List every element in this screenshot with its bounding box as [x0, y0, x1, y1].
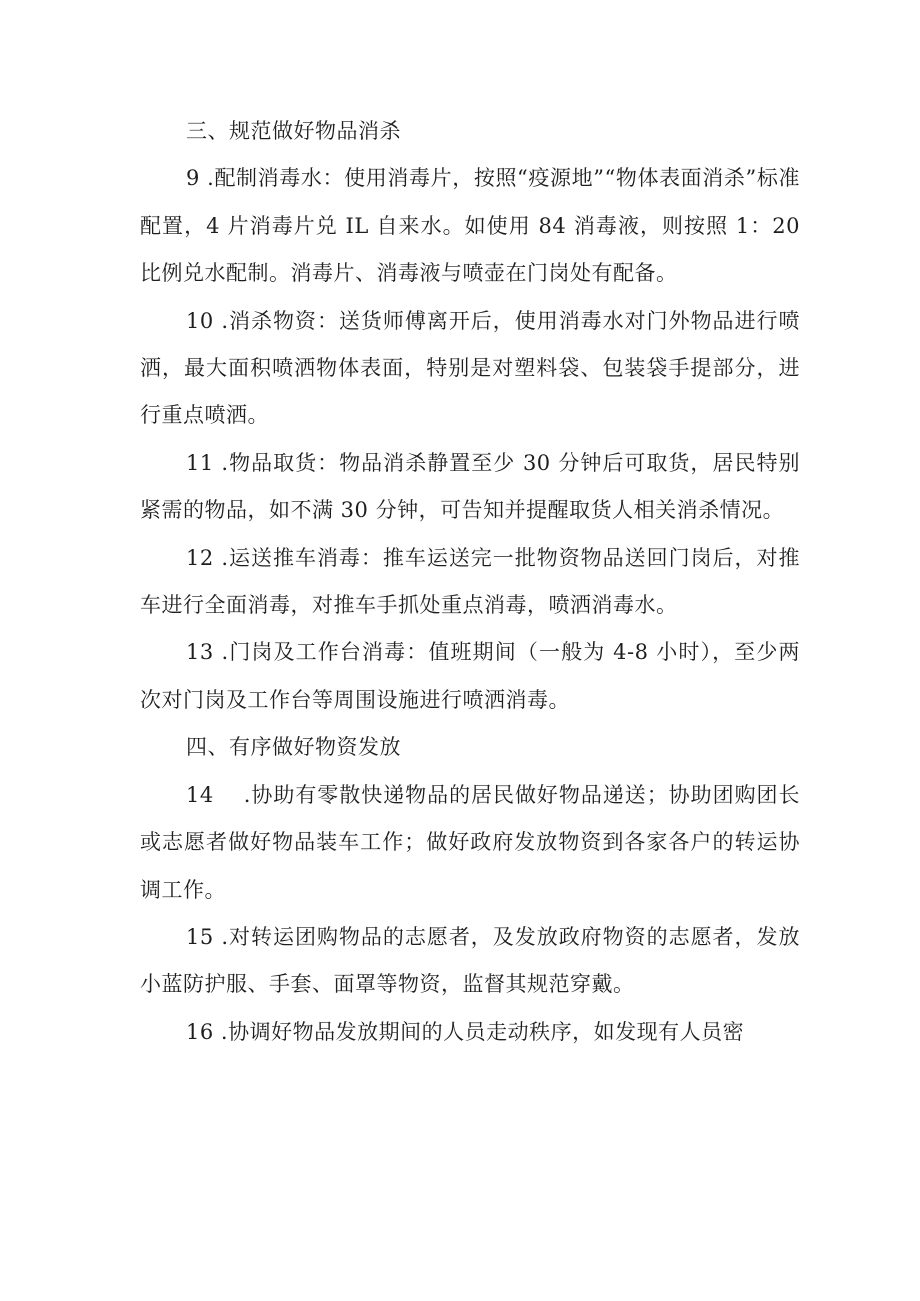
- item-14-assist-delivery: 14 .协助有零散快递物品的居民做好物品递送；协助团购团长或志愿者做好物品装车工作；做好政府发放物资到各家各户的转运协调工作。: [140, 782, 800, 902]
- item-15-volunteer-protection: 15 .对转运团购物品的志愿者，及发放政府物资的志愿者，发放小蓝防护服、手套、面罩等物资，监督其规范穿戴。: [140, 924, 800, 997]
- section-heading-distribution: 四、有序做好物资发放: [186, 735, 401, 760]
- item-12-cart-disinfection: 12 .运送推车消毒：推车运送完一批物资物品送回门岗后，对推车进行全面消毒，对推车手抓处重点消毒，喷洒消毒水。: [140, 545, 800, 618]
- item-11-goods-pickup: 11 .物品取货：物品消杀静置至少 30 分钟后可取货，居民特别紧需的物品，如不满 30 分钟，可告知并提醒取货人相关消杀情况。: [140, 450, 800, 523]
- item-16-crowd-order: 16 .协调好物品发放期间的人员走动秩序，如发现有人员密: [186, 1019, 745, 1044]
- section-heading-disinfection: 三、规范做好物品消杀: [186, 119, 401, 143]
- item-9-prepare-disinfectant: 9 .配制消毒水：使用消毒片，按照“疫源地”“物体表面消杀”标准配置，4 片消毒片兑 IL 自来水。如使用 84 消毒液，则按照 1：20 比例兑水配制。消毒片、消毒液与喷壶在门岗处有配备。: [140, 166, 800, 286]
- document-body: [140, 108, 800, 1056]
- item-10-disinfect-goods: 10 .消杀物资：送货师傅离开后，使用消毒水对门外物品进行喷洒，最大面积喷洒物体表面，特别是对塑料袋、包装袋手提部分，进行重点喷洒。: [140, 308, 800, 428]
- item-13-gate-desk-disinfection: 13 .门岗及工作台消毒：值班期间（一般为 4-8 小时），至少两次对门岗及工作台等周围设施进行喷洒消毒。: [140, 640, 800, 712]
